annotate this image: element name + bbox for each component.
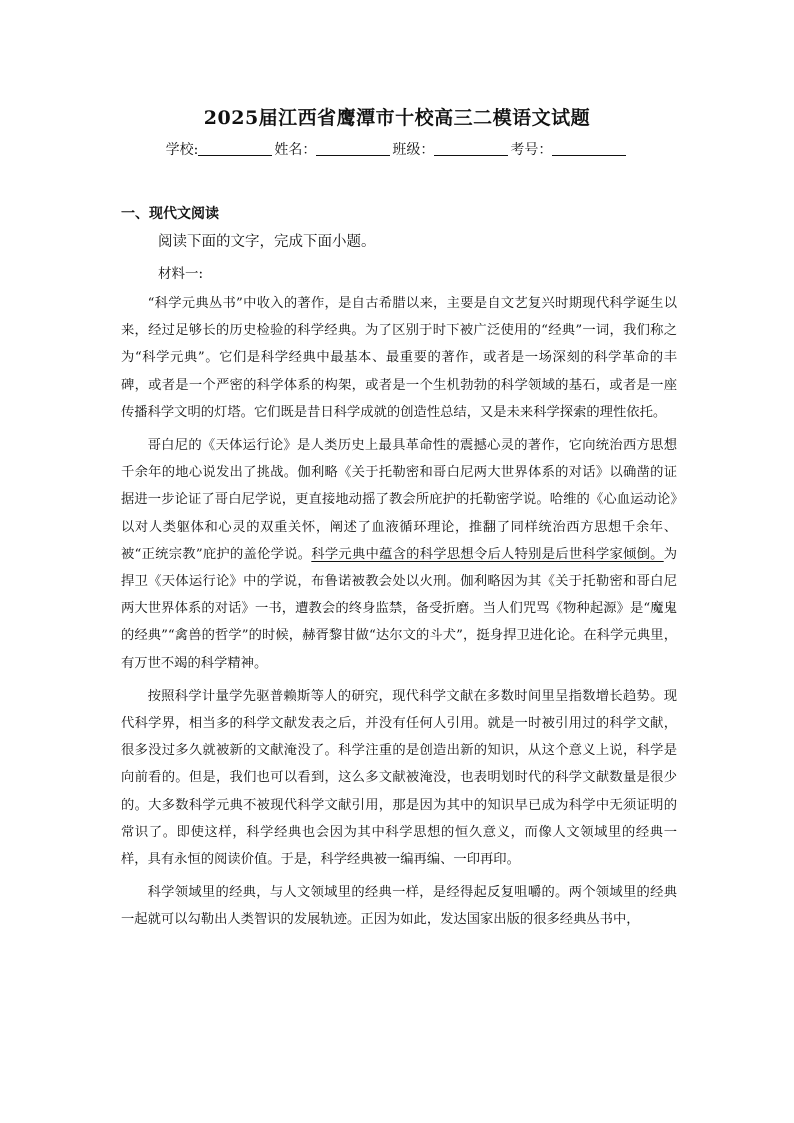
reading-passage <box>121 290 677 934</box>
paragraph <box>121 432 677 677</box>
name-label: 姓名： <box>274 142 317 158</box>
paragraph: 科学领域里的经典，与人文领域里的经典一样，是经得起反复咀嚼的。两个领域里的经典一起就可以勾勒出人类智识的发展轨迹。正因为如此，发达国家出版的很多经典丛书中， <box>121 885 677 928</box>
material-label: 材料一: <box>158 266 204 282</box>
section-heading: 一、现代文阅读 <box>121 206 219 222</box>
class-blank[interactable] <box>434 141 508 156</box>
paragraph: “科学元典丛书”中收入的著作，是自古希腊以来，主要是自文艺复兴时期现代科学诞生以来，经过足够长的历史检验的科学经典。为了区别于时下被广泛使用的“经典”一词，我们称之为“科学元典”。它们是科学经典中最基本、最重要的著作，或者是一场深刻的科学革命的丰碑，或者是一个严密的科学体系的构架，或者是一个生机勃勃的科学领域的基石，或者是一座传播科学文明的灯塔。它们既是昔日科学成就的创造性总结，又是未来科学探索的理性依托。 <box>121 296 677 420</box>
number-label: 考号： <box>510 142 553 158</box>
student-info-line <box>0 139 794 159</box>
exam-title: 2025届江西省鹰潭市十校高三二模语文试题 <box>203 107 591 129</box>
school-blank[interactable] <box>198 141 272 156</box>
school-label: 学校: <box>165 142 199 158</box>
class-label: 班级： <box>392 142 435 158</box>
name-blank[interactable] <box>316 141 390 156</box>
paragraph-text: 为捍卫《天体运行论》中的学说，布鲁诺被教会处以火刑。伽利略因为其《关于托勒密和哥白尼两大世界体系的对话》一书，遭教会的终身监禁，备受折磨。当人们咒骂《物种起源》是“魔鬼的经典”“禽兽的哲学”的时候，赫胥黎甘做“达尔文的斗犬”，挺身捍卫进化论。在科学元典里，有万世不竭的科学精神。 <box>121 546 677 671</box>
underlined-sentence: 科学元典中蕴含的科学思想令后人特别是后世科学家倾倒。 <box>311 546 664 562</box>
number-blank[interactable] <box>552 141 626 156</box>
paragraph-text: 哥白尼的《天体运行论》是人类历史上最具革命性的震撼心灵的著作，它向统治西方思想千余年的地心说发出了挑战。伽利略《关于托勒密和哥白尼两大世界体系的对话》以确凿的证据进一步论证了哥白尼学说，更直接地动摇了教会所庇护的托勒密学说。哈维的《心血运动论》以对人类躯体和心灵的双重关怀，阐述了血液循环理论，推翻了同样统治西方思想千余年、被“正统宗教”庇护的盖伦学说。 <box>121 438 677 562</box>
instruction-text: 阅读下面的文字，完成下面小题。 <box>158 234 376 250</box>
paragraph: 按照科学计量学先驱普赖斯等人的研究，现代科学文献在多数时间里呈指数增长趋势。现代科学界，相当多的科学文献发表之后，并没有任何人引用。就是一时被引用过的科学文献，很多没过多久就被新的文献淹没了。科学注重的是创造出新的知识，从这个意义上说，科学是向前看的。但是，我们也可以看到，这么多文献被淹没，也表明划时代的科学文献数量是很少的。大多数科学元典不被现代科学文献引用，那是因为其中的知识早已成为科学中无须证明的常识了。即使这样，科学经典也会因为其中科学思想的恒久意义，而像人文领域里的经典一样，具有永恒的阅读价值。于是，科学经典被一编再编、一印再印。 <box>121 688 677 868</box>
